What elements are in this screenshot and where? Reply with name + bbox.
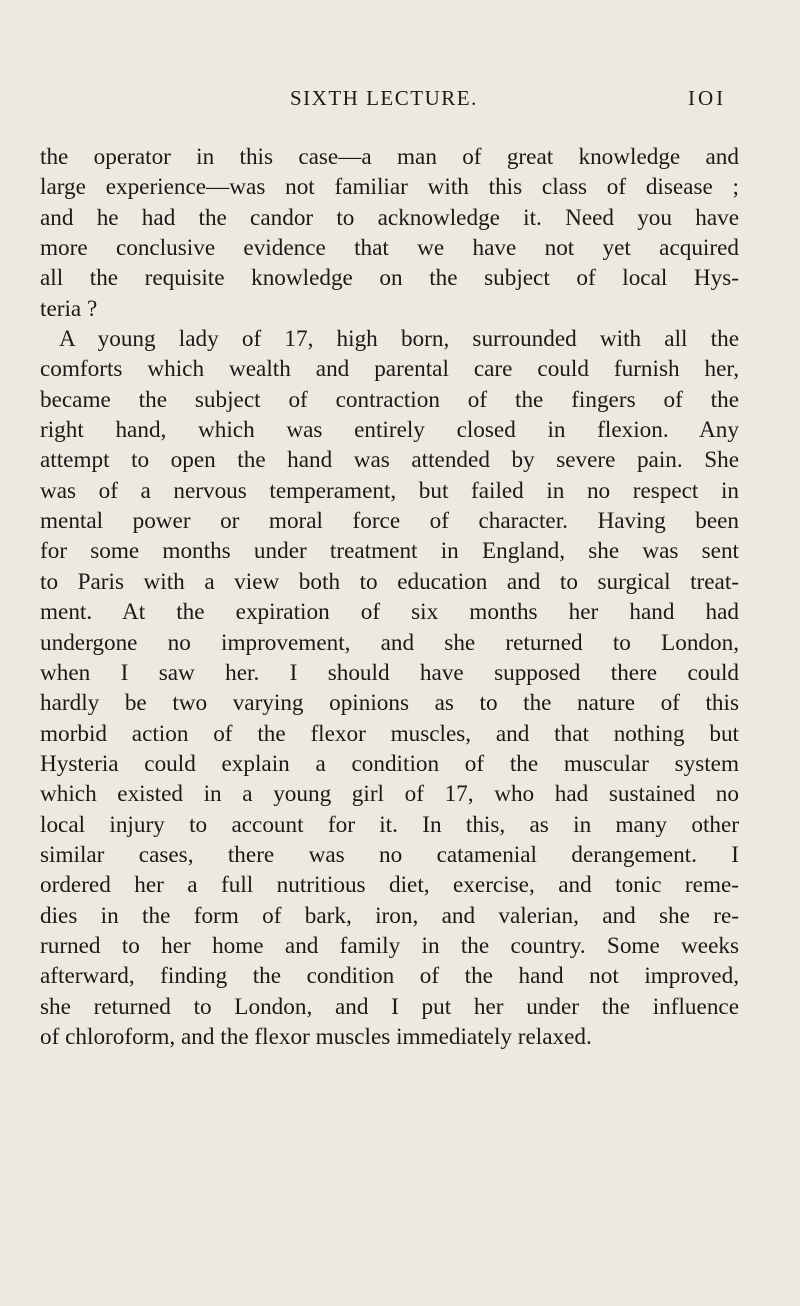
text-line: large experience—was not familiar with this class of disease ; <box>40 174 739 201</box>
text-line: and he had the candor to acknowledge it. Need you have <box>40 204 739 231</box>
text-line: mental power or moral force of character. Having been <box>40 508 739 535</box>
text-line: for some months under treatment in England, she was sent <box>40 538 739 565</box>
text-line: ment. At the expiration of six months her hand had <box>40 599 739 626</box>
text-line: similar cases, there was no catamenial derangement. I <box>40 841 739 868</box>
text-line: Hysteria could explain a condition of the muscular system <box>40 750 739 777</box>
text-line: all the requisite knowledge on the subject of local Hys- <box>40 265 739 292</box>
text-line: afterward, finding the condition of the hand not improved, <box>40 963 739 990</box>
text-line: hardly be two varying opinions as to the nature of this <box>40 690 739 717</box>
text-line: attempt to open the hand was attended by severe pain. She <box>40 447 739 474</box>
text-line: of chloroform, and the flexor muscles immediately relaxed. <box>40 1023 592 1050</box>
page-header <box>0 86 800 116</box>
text-line: which existed in a young girl of 17, who had sustained no <box>40 781 739 808</box>
text-line: was of a nervous temperament, but failed in no respect in <box>40 477 739 504</box>
text-line: she returned to London, and I put her under the influence <box>40 993 739 1020</box>
text-line: the operator in this case—a man of great knowledge and <box>40 144 739 170</box>
text-line: became the subject of contraction of the fingers of the <box>40 386 739 413</box>
text-line: morbid action of the flexor muscles, and that nothing but <box>40 720 739 747</box>
page-number: IOI <box>688 86 727 110</box>
text-line: more conclusive evidence that we have not yet acquired <box>40 235 739 262</box>
text-line: dies in the form of bark, iron, and valerian, and she re- <box>40 902 739 929</box>
text-line: local injury to account for it. In this, as in many other <box>40 811 739 838</box>
body-text <box>40 142 739 1052</box>
text-line: to Paris with a view both to education and to surgical treat- <box>40 568 739 595</box>
text-line: when I saw her. I should have supposed there could <box>40 659 739 686</box>
text-line: right hand, which was entirely closed in flexion. Any <box>40 417 739 444</box>
running-head: SIXTH LECTURE. <box>290 86 478 110</box>
text-line: ordered her a full nutritious diet, exercise, and tonic reme- <box>40 872 739 899</box>
text-line: A young lady of 17, high born, surrounded with all the <box>59 326 739 353</box>
text-line: undergone no improvement, and she returned to London, <box>40 629 739 656</box>
text-line: rurned to her home and family in the country. Some weeks <box>40 932 739 959</box>
text-line: teria ? <box>40 295 98 322</box>
text-line: comforts which wealth and parental care could furnish her, <box>40 356 739 383</box>
